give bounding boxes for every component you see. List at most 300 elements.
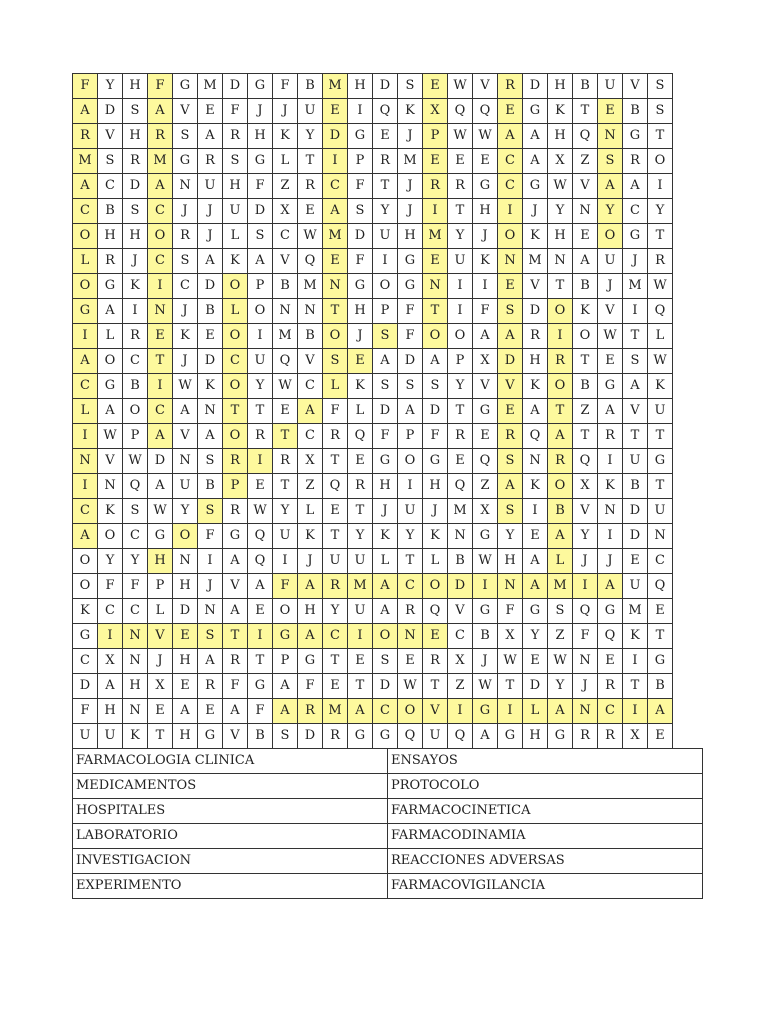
grid-cell[interactable]: G <box>223 524 248 549</box>
grid-cell[interactable]: W <box>548 649 573 674</box>
grid-cell[interactable]: O <box>73 574 98 599</box>
grid-cell[interactable]: A <box>73 524 98 549</box>
grid-cell[interactable]: B <box>573 374 598 399</box>
grid-cell[interactable]: Q <box>348 424 373 449</box>
grid-cell[interactable]: A <box>323 199 348 224</box>
grid-cell[interactable]: J <box>598 274 623 299</box>
grid-cell[interactable]: J <box>173 299 198 324</box>
grid-cell[interactable]: A <box>498 474 523 499</box>
grid-cell[interactable]: D <box>373 674 398 699</box>
grid-cell[interactable]: C <box>73 374 98 399</box>
grid-cell[interactable]: A <box>198 649 223 674</box>
grid-cell[interactable]: J <box>523 199 548 224</box>
grid-cell[interactable]: U <box>273 524 298 549</box>
grid-cell[interactable]: G <box>648 449 673 474</box>
grid-cell[interactable]: K <box>398 99 423 124</box>
grid-cell[interactable]: N <box>173 449 198 474</box>
grid-cell[interactable]: R <box>223 499 248 524</box>
grid-cell[interactable]: A <box>373 349 398 374</box>
grid-cell[interactable]: G <box>248 74 273 99</box>
grid-cell[interactable]: A <box>498 324 523 349</box>
grid-cell[interactable]: A <box>148 424 173 449</box>
grid-cell[interactable]: I <box>73 324 98 349</box>
grid-cell[interactable]: R <box>323 574 348 599</box>
grid-cell[interactable]: I <box>523 499 548 524</box>
grid-cell[interactable]: L <box>73 249 98 274</box>
grid-cell[interactable]: N <box>198 599 223 624</box>
grid-cell[interactable]: V <box>448 599 473 624</box>
grid-cell[interactable]: E <box>598 349 623 374</box>
grid-cell[interactable]: Y <box>448 374 473 399</box>
grid-cell[interactable]: S <box>373 324 398 349</box>
grid-cell[interactable]: C <box>148 399 173 424</box>
grid-cell[interactable]: A <box>148 474 173 499</box>
grid-cell[interactable]: Y <box>398 524 423 549</box>
grid-cell[interactable]: A <box>623 374 648 399</box>
grid-cell[interactable]: F <box>473 299 498 324</box>
grid-cell[interactable]: T <box>623 324 648 349</box>
grid-cell[interactable]: R <box>123 324 148 349</box>
grid-cell[interactable]: U <box>598 249 623 274</box>
grid-cell[interactable]: T <box>148 724 173 749</box>
grid-cell[interactable]: R <box>73 124 98 149</box>
grid-cell[interactable]: L <box>98 324 123 349</box>
grid-cell[interactable]: N <box>98 474 123 499</box>
grid-cell[interactable]: D <box>298 724 323 749</box>
grid-cell[interactable]: K <box>648 374 673 399</box>
grid-cell[interactable]: I <box>423 199 448 224</box>
grid-cell[interactable]: E <box>173 674 198 699</box>
grid-cell[interactable]: R <box>148 124 173 149</box>
grid-cell[interactable]: A <box>523 124 548 149</box>
grid-cell[interactable]: E <box>498 274 523 299</box>
grid-cell[interactable]: J <box>198 224 223 249</box>
grid-cell[interactable]: M <box>273 324 298 349</box>
grid-cell[interactable]: S <box>423 374 448 399</box>
grid-cell[interactable]: D <box>523 299 548 324</box>
grid-cell[interactable]: V <box>573 174 598 199</box>
grid-cell[interactable]: C <box>123 349 148 374</box>
grid-cell[interactable]: H <box>173 574 198 599</box>
grid-cell[interactable]: X <box>98 649 123 674</box>
grid-cell[interactable]: O <box>223 324 248 349</box>
grid-cell[interactable]: K <box>548 99 573 124</box>
grid-cell[interactable]: T <box>148 349 173 374</box>
grid-cell[interactable]: P <box>423 124 448 149</box>
grid-cell[interactable]: R <box>548 349 573 374</box>
grid-cell[interactable]: Y <box>323 599 348 624</box>
grid-cell[interactable]: W <box>498 649 523 674</box>
grid-cell[interactable]: N <box>198 399 223 424</box>
grid-cell[interactable]: Y <box>348 524 373 549</box>
grid-cell[interactable]: X <box>298 449 323 474</box>
grid-cell[interactable]: M <box>323 224 348 249</box>
grid-cell[interactable]: A <box>273 699 298 724</box>
grid-cell[interactable]: N <box>173 174 198 199</box>
grid-cell[interactable]: I <box>398 474 423 499</box>
grid-cell[interactable]: G <box>348 724 373 749</box>
grid-cell[interactable]: C <box>623 199 648 224</box>
grid-cell[interactable]: K <box>623 624 648 649</box>
grid-cell[interactable]: O <box>398 699 423 724</box>
grid-cell[interactable]: J <box>373 499 398 524</box>
grid-cell[interactable]: S <box>398 74 423 99</box>
grid-cell[interactable]: B <box>648 674 673 699</box>
grid-cell[interactable]: K <box>598 474 623 499</box>
grid-cell[interactable]: W <box>473 674 498 699</box>
grid-cell[interactable]: T <box>423 674 448 699</box>
grid-cell[interactable]: G <box>398 274 423 299</box>
grid-cell[interactable]: K <box>273 124 298 149</box>
grid-cell[interactable]: J <box>173 199 198 224</box>
grid-cell[interactable]: P <box>123 424 148 449</box>
grid-cell[interactable]: I <box>498 699 523 724</box>
grid-cell[interactable]: T <box>223 399 248 424</box>
grid-cell[interactable]: F <box>273 574 298 599</box>
grid-cell[interactable]: G <box>648 649 673 674</box>
grid-cell[interactable]: G <box>473 524 498 549</box>
grid-cell[interactable]: K <box>198 374 223 399</box>
grid-cell[interactable]: M <box>623 274 648 299</box>
grid-cell[interactable]: U <box>648 399 673 424</box>
grid-cell[interactable]: V <box>473 374 498 399</box>
grid-cell[interactable]: C <box>498 174 523 199</box>
grid-cell[interactable]: A <box>173 399 198 424</box>
grid-cell[interactable]: R <box>423 174 448 199</box>
grid-cell[interactable]: A <box>398 399 423 424</box>
grid-cell[interactable]: D <box>123 174 148 199</box>
grid-cell[interactable]: D <box>623 499 648 524</box>
grid-cell[interactable]: I <box>198 549 223 574</box>
grid-cell[interactable]: O <box>73 549 98 574</box>
grid-cell[interactable]: R <box>573 724 598 749</box>
grid-cell[interactable]: Y <box>248 374 273 399</box>
grid-cell[interactable]: E <box>473 424 498 449</box>
grid-cell[interactable]: V <box>473 74 498 99</box>
grid-cell[interactable]: R <box>298 174 323 199</box>
grid-cell[interactable]: V <box>498 374 523 399</box>
grid-cell[interactable]: L <box>648 324 673 349</box>
grid-cell[interactable]: G <box>548 724 573 749</box>
grid-cell[interactable]: J <box>248 99 273 124</box>
grid-cell[interactable]: A <box>223 599 248 624</box>
grid-cell[interactable]: J <box>198 574 223 599</box>
grid-cell[interactable]: B <box>473 624 498 649</box>
grid-cell[interactable]: C <box>298 374 323 399</box>
grid-cell[interactable]: C <box>298 424 323 449</box>
grid-cell[interactable]: K <box>173 324 198 349</box>
grid-cell[interactable]: W <box>598 324 623 349</box>
grid-cell[interactable]: A <box>73 174 98 199</box>
grid-cell[interactable]: E <box>198 699 223 724</box>
grid-cell[interactable]: B <box>448 549 473 574</box>
grid-cell[interactable]: D <box>223 74 248 99</box>
grid-cell[interactable]: R <box>498 74 523 99</box>
grid-cell[interactable]: W <box>473 549 498 574</box>
grid-cell[interactable]: B <box>548 499 573 524</box>
grid-cell[interactable]: T <box>298 149 323 174</box>
grid-cell[interactable]: F <box>123 574 148 599</box>
grid-cell[interactable]: C <box>148 199 173 224</box>
grid-cell[interactable]: R <box>398 599 423 624</box>
grid-cell[interactable]: G <box>248 674 273 699</box>
grid-cell[interactable]: E <box>173 624 198 649</box>
grid-cell[interactable]: Y <box>573 524 598 549</box>
grid-cell[interactable]: A <box>98 399 123 424</box>
grid-cell[interactable]: E <box>198 324 223 349</box>
grid-cell[interactable]: D <box>348 224 373 249</box>
grid-cell[interactable]: E <box>348 349 373 374</box>
grid-cell[interactable]: J <box>573 674 598 699</box>
grid-cell[interactable]: Q <box>298 249 323 274</box>
grid-cell[interactable]: O <box>223 424 248 449</box>
grid-cell[interactable]: O <box>423 324 448 349</box>
grid-cell[interactable]: C <box>73 499 98 524</box>
grid-cell[interactable]: J <box>473 224 498 249</box>
grid-cell[interactable]: F <box>73 699 98 724</box>
grid-cell[interactable]: Q <box>473 99 498 124</box>
grid-cell[interactable]: Z <box>473 474 498 499</box>
grid-cell[interactable]: J <box>123 249 148 274</box>
grid-cell[interactable]: A <box>298 399 323 424</box>
grid-cell[interactable]: P <box>148 574 173 599</box>
grid-cell[interactable]: Y <box>498 524 523 549</box>
grid-cell[interactable]: N <box>573 699 598 724</box>
grid-cell[interactable]: O <box>548 299 573 324</box>
grid-cell[interactable]: I <box>623 699 648 724</box>
grid-cell[interactable]: S <box>373 649 398 674</box>
grid-cell[interactable]: H <box>248 124 273 149</box>
grid-cell[interactable]: G <box>623 124 648 149</box>
grid-cell[interactable]: H <box>548 224 573 249</box>
grid-cell[interactable]: E <box>148 324 173 349</box>
grid-cell[interactable]: J <box>273 99 298 124</box>
grid-cell[interactable]: O <box>273 599 298 624</box>
grid-cell[interactable]: H <box>173 649 198 674</box>
grid-cell[interactable]: N <box>123 699 148 724</box>
grid-cell[interactable]: E <box>273 399 298 424</box>
grid-cell[interactable]: V <box>598 299 623 324</box>
grid-cell[interactable]: A <box>298 624 323 649</box>
grid-cell[interactable]: S <box>123 499 148 524</box>
grid-cell[interactable]: E <box>248 599 273 624</box>
grid-cell[interactable]: O <box>223 274 248 299</box>
grid-cell[interactable]: G <box>173 74 198 99</box>
grid-cell[interactable]: Q <box>573 599 598 624</box>
grid-cell[interactable]: I <box>273 549 298 574</box>
grid-cell[interactable]: W <box>298 224 323 249</box>
grid-cell[interactable]: R <box>598 674 623 699</box>
grid-cell[interactable]: K <box>73 599 98 624</box>
grid-cell[interactable]: R <box>523 324 548 349</box>
grid-cell[interactable]: B <box>298 74 323 99</box>
grid-cell[interactable]: A <box>198 424 223 449</box>
grid-cell[interactable]: C <box>648 549 673 574</box>
grid-cell[interactable]: D <box>523 74 548 99</box>
grid-cell[interactable]: M <box>623 599 648 624</box>
grid-cell[interactable]: I <box>448 299 473 324</box>
grid-cell[interactable]: Q <box>648 574 673 599</box>
grid-cell[interactable]: J <box>473 649 498 674</box>
grid-cell[interactable]: G <box>273 624 298 649</box>
grid-cell[interactable]: S <box>498 449 523 474</box>
grid-cell[interactable]: R <box>198 674 223 699</box>
grid-cell[interactable]: I <box>498 199 523 224</box>
grid-cell[interactable]: L <box>223 299 248 324</box>
grid-cell[interactable]: B <box>573 274 598 299</box>
grid-cell[interactable]: T <box>498 674 523 699</box>
grid-cell[interactable]: U <box>448 249 473 274</box>
grid-cell[interactable]: S <box>398 374 423 399</box>
grid-cell[interactable]: H <box>548 74 573 99</box>
grid-cell[interactable]: E <box>498 399 523 424</box>
grid-cell[interactable]: K <box>523 224 548 249</box>
grid-cell[interactable]: S <box>173 249 198 274</box>
grid-cell[interactable]: J <box>398 124 423 149</box>
grid-cell[interactable]: S <box>273 724 298 749</box>
grid-cell[interactable]: R <box>223 124 248 149</box>
grid-cell[interactable]: Y <box>523 624 548 649</box>
grid-cell[interactable]: T <box>348 499 373 524</box>
grid-cell[interactable]: N <box>173 549 198 574</box>
grid-cell[interactable]: O <box>73 274 98 299</box>
grid-cell[interactable]: V <box>623 74 648 99</box>
grid-cell[interactable]: J <box>598 549 623 574</box>
grid-cell[interactable]: I <box>448 699 473 724</box>
grid-cell[interactable]: A <box>473 724 498 749</box>
grid-cell[interactable]: C <box>448 624 473 649</box>
grid-cell[interactable]: P <box>223 474 248 499</box>
grid-cell[interactable]: J <box>298 549 323 574</box>
grid-cell[interactable]: F <box>223 674 248 699</box>
grid-cell[interactable]: E <box>473 149 498 174</box>
grid-cell[interactable]: Z <box>548 624 573 649</box>
grid-cell[interactable]: G <box>73 299 98 324</box>
grid-cell[interactable]: W <box>648 349 673 374</box>
grid-cell[interactable]: X <box>573 474 598 499</box>
grid-cell[interactable]: G <box>373 724 398 749</box>
grid-cell[interactable]: S <box>248 224 273 249</box>
grid-cell[interactable]: S <box>123 199 148 224</box>
grid-cell[interactable]: I <box>623 649 648 674</box>
grid-cell[interactable]: A <box>523 149 548 174</box>
grid-cell[interactable]: T <box>323 449 348 474</box>
grid-cell[interactable]: D <box>73 674 98 699</box>
grid-cell[interactable]: E <box>573 224 598 249</box>
grid-cell[interactable]: C <box>123 599 148 624</box>
grid-cell[interactable]: A <box>198 124 223 149</box>
grid-cell[interactable]: O <box>323 324 348 349</box>
grid-cell[interactable]: V <box>523 274 548 299</box>
grid-cell[interactable]: N <box>548 249 573 274</box>
grid-cell[interactable]: N <box>398 624 423 649</box>
grid-cell[interactable]: U <box>373 224 398 249</box>
grid-cell[interactable]: C <box>323 174 348 199</box>
grid-cell[interactable]: E <box>648 599 673 624</box>
grid-cell[interactable]: E <box>448 149 473 174</box>
grid-cell[interactable]: Z <box>273 174 298 199</box>
grid-cell[interactable]: V <box>273 249 298 274</box>
grid-cell[interactable]: O <box>373 624 398 649</box>
grid-cell[interactable]: U <box>98 724 123 749</box>
grid-cell[interactable]: R <box>198 149 223 174</box>
grid-cell[interactable]: E <box>448 449 473 474</box>
grid-cell[interactable]: G <box>298 649 323 674</box>
grid-cell[interactable]: F <box>423 424 448 449</box>
grid-cell[interactable]: C <box>598 699 623 724</box>
grid-cell[interactable]: W <box>98 424 123 449</box>
grid-cell[interactable]: F <box>98 574 123 599</box>
grid-cell[interactable]: E <box>148 699 173 724</box>
grid-cell[interactable]: F <box>373 424 398 449</box>
grid-cell[interactable]: R <box>448 424 473 449</box>
grid-cell[interactable]: I <box>348 99 373 124</box>
grid-cell[interactable]: N <box>498 249 523 274</box>
grid-cell[interactable]: N <box>273 299 298 324</box>
grid-cell[interactable]: F <box>248 174 273 199</box>
grid-cell[interactable]: R <box>273 449 298 474</box>
grid-cell[interactable]: E <box>248 474 273 499</box>
grid-cell[interactable]: Q <box>323 474 348 499</box>
grid-cell[interactable]: H <box>498 549 523 574</box>
grid-cell[interactable]: C <box>98 599 123 624</box>
grid-cell[interactable]: E <box>198 99 223 124</box>
grid-cell[interactable]: B <box>198 474 223 499</box>
grid-cell[interactable]: D <box>423 399 448 424</box>
grid-cell[interactable]: G <box>73 624 98 649</box>
grid-cell[interactable]: B <box>623 474 648 499</box>
grid-cell[interactable]: D <box>248 199 273 224</box>
grid-cell[interactable]: S <box>198 499 223 524</box>
grid-cell[interactable]: O <box>73 224 98 249</box>
grid-cell[interactable]: W <box>148 499 173 524</box>
grid-cell[interactable]: N <box>448 524 473 549</box>
grid-cell[interactable]: B <box>298 324 323 349</box>
grid-cell[interactable]: T <box>648 424 673 449</box>
grid-cell[interactable]: W <box>448 124 473 149</box>
grid-cell[interactable]: B <box>248 724 273 749</box>
grid-cell[interactable]: S <box>123 99 148 124</box>
grid-cell[interactable]: H <box>173 724 198 749</box>
grid-cell[interactable]: V <box>223 724 248 749</box>
grid-cell[interactable]: W <box>273 374 298 399</box>
grid-cell[interactable]: Y <box>598 199 623 224</box>
grid-cell[interactable]: H <box>423 474 448 499</box>
grid-cell[interactable]: O <box>148 224 173 249</box>
grid-cell[interactable]: R <box>323 424 348 449</box>
grid-cell[interactable]: E <box>598 99 623 124</box>
grid-cell[interactable]: T <box>573 424 598 449</box>
grid-cell[interactable]: F <box>323 399 348 424</box>
grid-cell[interactable]: R <box>223 649 248 674</box>
grid-cell[interactable]: I <box>98 624 123 649</box>
grid-cell[interactable]: D <box>173 599 198 624</box>
grid-cell[interactable]: K <box>298 524 323 549</box>
grid-cell[interactable]: Y <box>273 499 298 524</box>
grid-cell[interactable]: M <box>548 574 573 599</box>
grid-cell[interactable]: H <box>298 599 323 624</box>
grid-cell[interactable]: O <box>98 349 123 374</box>
grid-cell[interactable]: S <box>598 149 623 174</box>
grid-cell[interactable]: R <box>448 174 473 199</box>
grid-cell[interactable]: C <box>498 149 523 174</box>
grid-cell[interactable]: M <box>148 149 173 174</box>
grid-cell[interactable]: E <box>623 549 648 574</box>
grid-cell[interactable]: R <box>598 424 623 449</box>
grid-cell[interactable]: H <box>123 224 148 249</box>
grid-cell[interactable]: V <box>423 699 448 724</box>
grid-cell[interactable]: K <box>573 299 598 324</box>
